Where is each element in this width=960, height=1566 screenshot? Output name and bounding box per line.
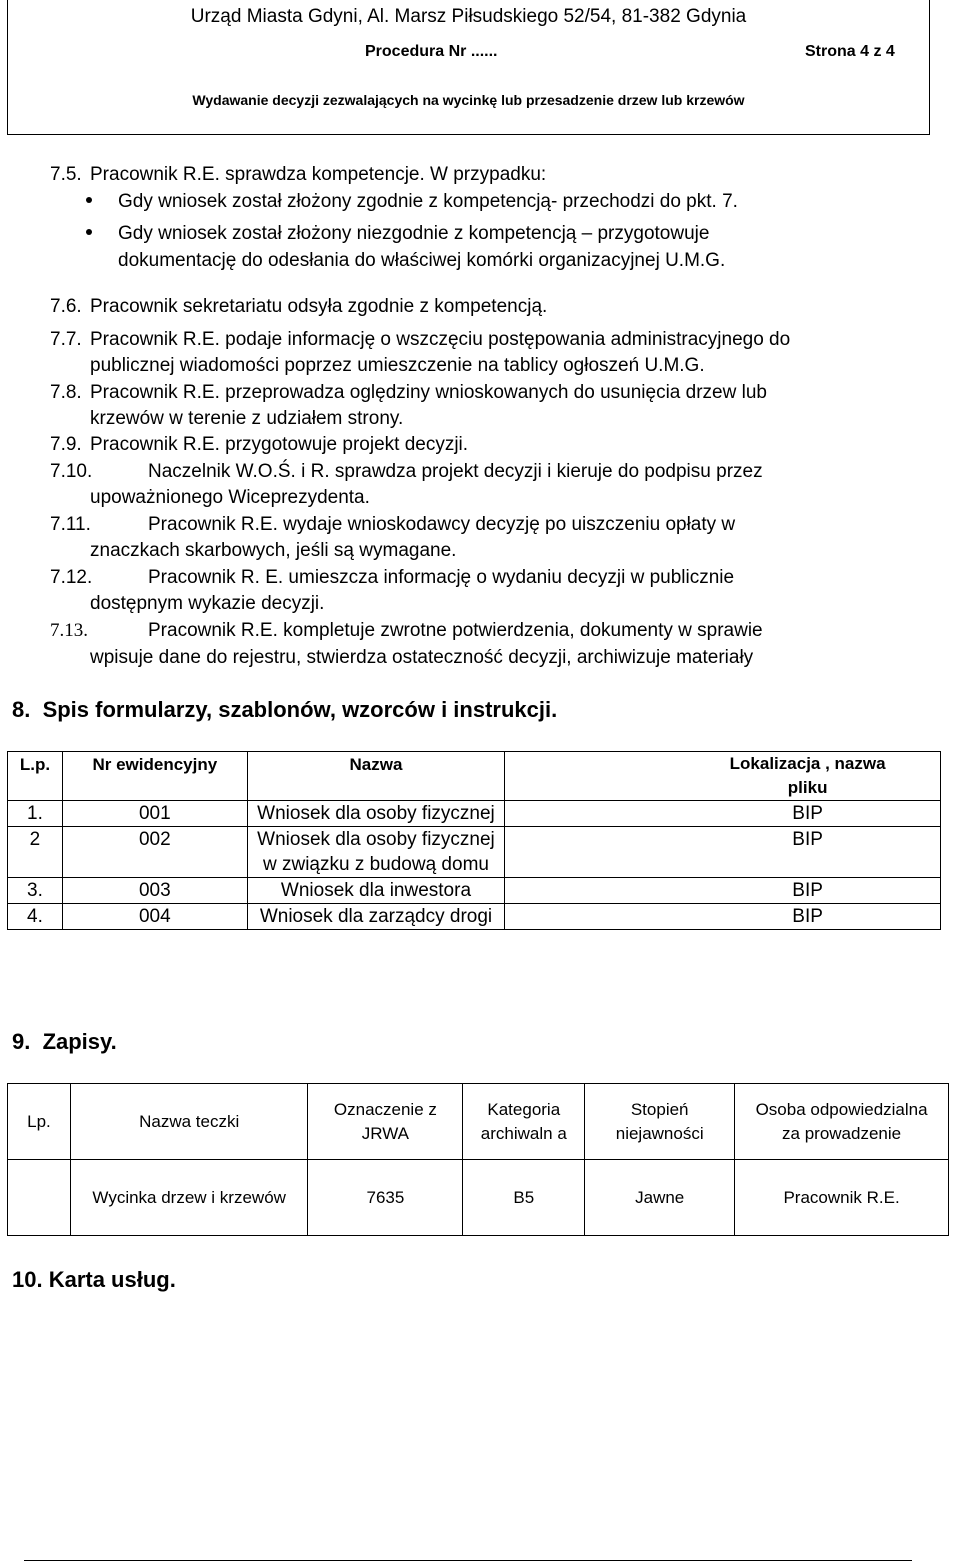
table-cell: Wniosek dla inwestora (247, 878, 505, 904)
step-text-continuation: publicznej wiadomości poprzez umieszczenie na tablicy ogłoszeń U.M.G. (90, 355, 705, 376)
section-8-heading: 8. Spis formularzy, szablonów, wzorców i instrukcji. (12, 697, 558, 722)
step-text: Naczelnik W.O.Ś. i R. sprawdza projekt decyzji i kieruje do podpisu przez (148, 461, 763, 482)
step-text-continuation: znaczkach skarbowych, jeśli są wymagane. (90, 540, 457, 561)
table-header-row (8, 752, 941, 801)
step-text-continuation: wpisuje dane do rejestru, stwierdza ostateczność decyzji, archiwizuje materiały (90, 647, 754, 668)
table-row (8, 904, 941, 930)
table-cell: 2 (8, 827, 63, 878)
table-cell: 004 (62, 904, 247, 930)
table-cell: 003 (62, 878, 247, 904)
bullet-icon (86, 229, 92, 235)
header-address: Urząd Miasta Gdyni, Al. Marsz Piłsudskiego 52/54, 81-382 Gdynia (190, 6, 747, 27)
column-header: Nr ewidencyjny (62, 752, 247, 801)
table-row (8, 801, 941, 827)
table-cell: Wycinka drzew i krzewów (70, 1160, 308, 1236)
column-header: Osoba odpowiedzialna za prowadzenie (735, 1084, 949, 1160)
header-page-number: Strona 4 z 4 (805, 43, 895, 60)
table-cell: Wniosek dla osoby fizycznej (247, 801, 505, 827)
step-number: 7.5. (50, 164, 82, 185)
step-text: Pracownik R.E. podaje informację o wszczęciu postępowania administracyjnego do (90, 329, 791, 350)
step-number: 7.9. (50, 434, 82, 455)
step-text: Pracownik sekretariatu odsyła zgodnie z kompetencją. (90, 296, 548, 317)
section-9-heading: 9. Zapisy. (12, 1029, 117, 1054)
table-row (8, 827, 941, 878)
step-text: Pracownik R.E. przeprowadza oględziny wnioskowanych do usunięcia drzew lub (90, 382, 767, 403)
table-cell: BIP (505, 801, 941, 827)
step-number: 7.13. (50, 620, 88, 641)
table-cell: BIP (505, 904, 941, 930)
table-cell: 4. (8, 904, 63, 930)
header-title: Wydawanie decyzji zezwalających na wycinkę lub przesadzenie drzew lub krzewów (192, 92, 745, 108)
table-cell: Pracownik R.E. (735, 1160, 949, 1236)
step-number: 7.10. (50, 461, 93, 482)
column-header: Lokalizacja , nazwa pliku (505, 752, 941, 801)
table-cell: BIP (505, 878, 941, 904)
page-header (7, 0, 930, 135)
table-cell: Jawne (585, 1160, 735, 1236)
table-cell: 1. (8, 801, 63, 827)
step-text: Pracownik R.E. sprawdza kompetencje. W przypadku: (90, 164, 547, 185)
bullet-icon (86, 197, 92, 203)
step-text: Pracownik R.E. kompletuje zwrotne potwierdzenia, dokumenty w sprawie (148, 620, 763, 641)
step-number: 7.7. (50, 329, 82, 350)
step-text: Pracownik R.E. wydaje wnioskodawcy decyzję po uiszczeniu opłaty w (148, 514, 736, 535)
column-header: Lp. (8, 1084, 71, 1160)
step-number: 7.12. (50, 567, 93, 588)
table-cell: 7635 (308, 1160, 463, 1236)
table-cell: Wniosek dla osoby fizycznej w związku z budową domu (247, 827, 505, 878)
column-header: Oznaczenie z JRWA (308, 1084, 463, 1160)
forms-table (7, 751, 941, 930)
header-procedure: Procedura Nr ...... (365, 43, 498, 60)
step-text-continuation: krzewów w terenie z udziałem strony. (90, 408, 404, 429)
table-cell: BIP (505, 827, 941, 878)
bullet-item: Gdy wniosek został złożony zgodnie z kompetencją- przechodzi do pkt. 7. (118, 191, 738, 212)
records-table (7, 1083, 949, 1236)
step-text-continuation: dostępnym wykazie decyzji. (90, 593, 325, 614)
bullet-item-continuation: dokumentację do odesłania do właściwej komórki organizacyjnej U.M.G. (118, 250, 726, 271)
step-number: 7.11. (50, 514, 91, 535)
table-cell: 001 (62, 801, 247, 827)
step-number: 7.6. (50, 296, 82, 317)
table-row (8, 1160, 949, 1236)
table-header-row (8, 1084, 949, 1160)
step-number: 7.8. (50, 382, 82, 403)
bullet-item: Gdy wniosek został złożony niezgodnie z kompetencją – przygotowuje (118, 223, 710, 244)
footer-divider (24, 1560, 912, 1561)
column-header: Kategoria archiwaln a (463, 1084, 585, 1160)
table-cell: 3. (8, 878, 63, 904)
table-row (8, 878, 941, 904)
column-header: Nazwa (247, 752, 505, 801)
step-text-continuation: upoważnionego Wiceprezydenta. (90, 487, 370, 508)
table-cell: Wniosek dla zarządcy drogi (247, 904, 505, 930)
step-text: Pracownik R.E. przygotowuje projekt decyzji. (90, 434, 469, 455)
table-cell (8, 1160, 71, 1236)
column-header: Nazwa teczki (70, 1084, 308, 1160)
column-header: Stopień niejawności (585, 1084, 735, 1160)
table-cell: 002 (62, 827, 247, 878)
column-header: L.p. (8, 752, 63, 801)
table-cell: B5 (463, 1160, 585, 1236)
step-text: Pracownik R. E. umieszcza informację o wydaniu decyzji w publicznie (148, 567, 735, 588)
section-10-heading: 10. Karta usług. (12, 1267, 176, 1292)
